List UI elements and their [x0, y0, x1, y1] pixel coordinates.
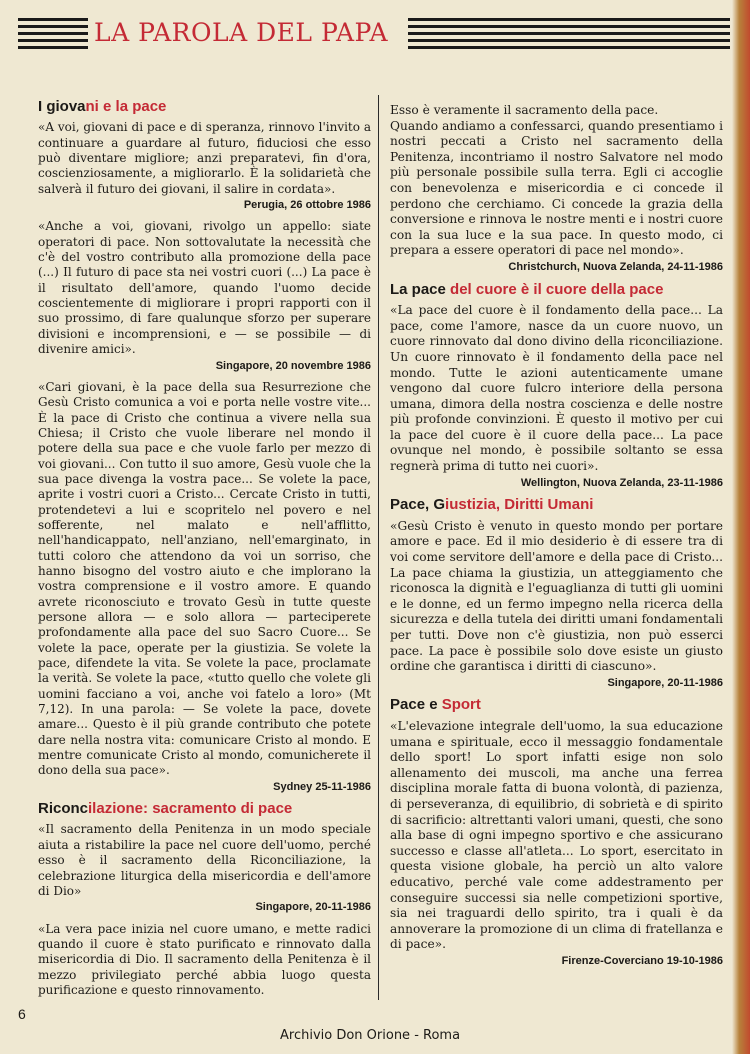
section-title: LA PAROLA DEL PAPA	[94, 18, 389, 47]
paragraph: «A voi, giovani di pace e di speranza, rinnovo l'invito a continuare a guardare al futuro, fiduciosi che esso può diventare migliore; anzi preparatevi, fin d'ora, coscienziosamente, a migliorarlo. È la solidarietà che salverà il futuro dei giovani, il salire in cordata».	[38, 120, 371, 196]
heading-giovani: I giovani e la pace	[38, 98, 167, 115]
heading-pace-del-cuore: La pace del cuore è il cuore della pace	[390, 280, 664, 298]
heading-sport: Pace e Sport	[390, 696, 481, 714]
paragraph: «L'elevazione integrale dell'uomo, la sua educazione umana e spirituale, ecco il messaggio fondamentale dello sport! Lo sport infatti esige non solo allenamento dei muscoli, ma anche una ferrea disciplina morale fatta di buona volontà, di pazienza, di perseveranza, di equilibrio, di sobrietà e di spirito di sacrificio: altrettanti valori umani, questi, che sono alla base di ogni impegno sportivo e che assicurano successo e classe all'atleta... Lo sport, esercitato in questa visione globale, ha perciò un alto valore educativo, perché vale come addestramento per conseguire successi sia nelle competizioni sportive, sia nei traguardi dello spirito, tra i quali è da annoverare la promozione di un clima di fratellanza e di pace».	[390, 718, 723, 952]
paragraph: «La pace del cuore è il fondamento della pace... La pace, come l'amore, nasce da un cuore nuovo, un cuore rinnovato dal dono divino della riconciliazione. Un cuore rinnovato è il fondamento della pace nel mondo. Tutte le azioni autenticamente umane vengono dal cuore fulcro interiore della persona umana, dimora della nostra coscienza e delle nostre più profonde convinzioni. È questo il motivo per cui la pace del cuore è il cuore della pace... La pace ovunque nel mondo, è possibile soltanto se essa regnerà prima di tutto nei cuori».	[390, 303, 723, 474]
paragraph: «Anche a voi, giovani, rivolgo un appello: siate operatori di pace. Non sottovalutate la necessità che c'è del vostro contributo alla promozione della pace (...) Il futuro di pace sta nei vostri cuori (...) La pace è il risultato dell'amore, quando l'uomo decide coscientemente di migliorare i propri rapporti con il suo prossimo, di fare qualunque sforzo per superare divisioni e incomprensioni, e — se possibile — di divenire amici».	[38, 219, 371, 357]
source-line: Christchurch, Nuova Zelanda, 24-11-1986	[508, 260, 723, 273]
source-line: Singapore, 20 novembre 1986	[215, 359, 371, 372]
paragraph: «Gesù Cristo è venuto in questo mondo per portare amore e pace. Ed il mio desiderio è di essere tra di voi come servitore dell'amore e della pace di Cristo... La pace chiama la giustizia, un atteggiamento che riconosca la dignità e l'eguaglianza di tutti gli uomini e le donne, ed un fermo impegno nella ricerca della sicurezza e della tutela dei diritti umani fondamentali per tutti. Dove non c'è giustizia, non può esserci pace. La pace è possibile solo dove esiste un giusto ordine che garantisca i diritti di ciascuno».	[390, 518, 723, 674]
source-line: Wellington, Nuova Zelanda, 23-11-1986	[520, 476, 723, 489]
paragraph: «La vera pace inizia nel cuore umano, e mette radici quando il cuore è stato purificato e rinnovato dalla misericordia di Dio. Il sacramento della Penitenza è il mezzo privilegiato perché abbia luogo questa purificazione e questo rinnovamento.	[38, 921, 371, 997]
paragraph: «Il sacramento della Penitenza in un modo speciale aiuta a ristabilire la pace nel cuore dell'uomo, perché esso è il sacramento della Riconciliazione, la celebrazione liturgica della misericordia e dell'amore di Dio»	[38, 822, 371, 898]
source-line: Singapore, 20-11-1986	[607, 676, 723, 689]
left-column	[38, 95, 371, 998]
right-column	[390, 103, 723, 975]
archive-footer: Archivio Don Orione - Roma	[280, 1028, 461, 1043]
paragraph: Quando andiamo a confessarci, quando presentiamo i nostri peccati a Cristo nel sacramento della Penitenza, incontriamo il nostro Salvatore nel modo più personale possibile sulla terra. Egli ci accoglie con benevolenza e misericordia e ci concede il perdono che cerchiamo. Ci concede la grazia della conversione e rinnova le nostre menti e i nostri cuore con la sua luce e la sua pace. In questo modo, ci prepara a essere operatori di pace nel mondo».	[390, 118, 723, 258]
column-divider	[378, 95, 379, 1000]
page-edge	[732, 0, 750, 1054]
source-line: Singapore, 20-11-1986	[255, 901, 371, 914]
heading-giustizia: Pace, Giustizia, Diritti Umani	[390, 496, 594, 514]
header-stripes-right	[408, 18, 730, 56]
source-line: Sydney 25-11-1986	[273, 780, 371, 793]
header-stripes-left	[18, 18, 88, 56]
page-header	[0, 14, 750, 60]
source-line: Perugia, 26 ottobre 1986	[243, 199, 371, 212]
paragraph: «Cari giovani, è la pace della sua Resurrezione che Gesù Cristo comunica a voi e porta nelle vostre vite... È la pace di Cristo che continua a vivere nella sua Chiesa; il Cristo che vuole liberare nel mondo il potere della sua pace e che vuole farlo per mezzo di voi giovani... Con tutto il suo amore, Gesù vuole che la sua pace divenga la vostra pace... Se volete la pace, aprite i vostri cuori a Cristo... Cercate Cristo in tutti, protendetevi a lui e scopritelo nel povero e nel sofferente, nel malato e nell'afflitto, nell'handicappato, nell'anziano, nell'emarginato, in tutti coloro che attendono da voi un sorriso, che hanno bisogno del vostro aiuto e che implorano la vostra comprensione e il vostro amore. E quando avrete riconosciuto e trovato Gesù in tutte queste persone allora — e solo allora — parteciperete profondamente alla pace del suo Sacro Cuore... Se volete la pace, operate per la giustizia. Se volete la pace, difendete la vita. Se volete la pace, proclamate la verità. Se volete la pace, «tutto quello che volete gli uomini facciano a voi, anche voi fatelo a loro» (Mt 7,12). In una parola: — Se volete la pace, dovete amare... Questo è il più grande contributo che potete dare nella nostra vita: comunicare Cristo al mondo. E mentre comunicate Cristo al mondo, comunicherete il dono della sua pace».	[38, 379, 371, 778]
source-line: Firenze-Coverciano 19-10-1986	[561, 954, 723, 967]
heading-riconciliazione: Riconcilazione: sacramento di pace	[38, 800, 293, 818]
page-number: 6	[18, 1006, 26, 1022]
paragraph: Esso è veramente il sacramento della pace.	[390, 103, 659, 117]
